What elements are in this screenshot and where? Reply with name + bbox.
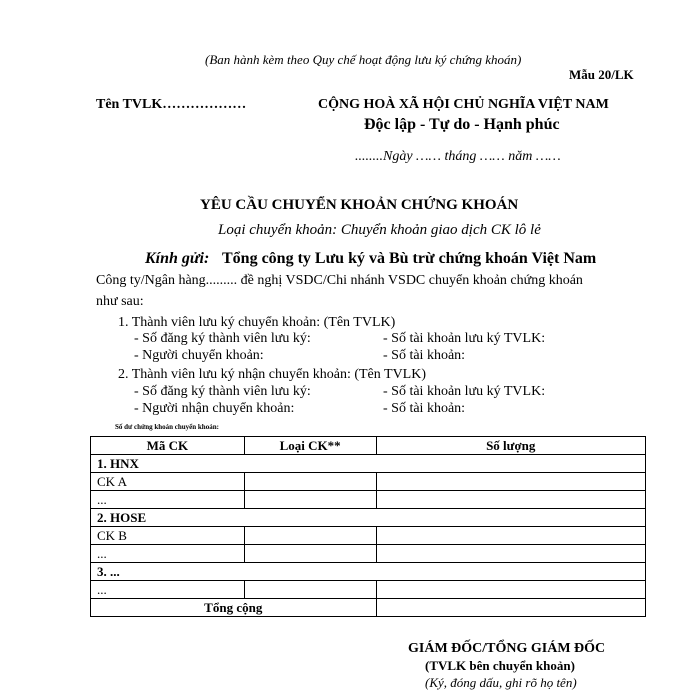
table-row [91, 527, 646, 545]
security-code: CK A [91, 473, 245, 491]
table-total-row [91, 599, 646, 617]
table-row [91, 455, 646, 473]
republic-name: CỘNG HOÀ XÃ HỘI CHỦ NGHĨA VIỆT NAM [318, 97, 609, 112]
group-label: 3. ... [91, 563, 646, 581]
sender-registration: - Số đăng ký thành viên lưu ký: [134, 331, 311, 346]
table-row [91, 473, 646, 491]
table-row [91, 563, 646, 581]
security-type-cell[interactable] [244, 491, 376, 509]
table-caption: Số dư chứng khoán chuyển khoản: [115, 423, 219, 431]
national-motto: Độc lập - Tự do - Hạnh phúc [364, 116, 560, 133]
sender-person: - Người chuyển khoản: [134, 348, 264, 363]
quantity-cell[interactable] [376, 581, 646, 599]
signature-note: (Ký, đóng dấu, ghi rõ họ tên) [425, 675, 577, 690]
issued-with-note: (Ban hành kèm theo Quy chế hoạt động lưu ký chứng khoán) [205, 52, 522, 67]
security-type-cell[interactable] [244, 473, 376, 491]
security-type-cell[interactable] [244, 581, 376, 599]
table-row [91, 491, 646, 509]
receiver-heading: 2. Thành viên lưu ký nhận chuyển khoản: (Tên TVLK) [118, 367, 426, 382]
security-code: ... [91, 545, 245, 563]
date-line: ........Ngày …… tháng …… năm …… [355, 149, 561, 164]
security-code: ... [91, 491, 245, 509]
table-row [91, 509, 646, 527]
security-code: CK B [91, 527, 245, 545]
total-quantity-cell[interactable] [376, 599, 646, 617]
quantity-cell[interactable] [376, 491, 646, 509]
header-type: Loại CK** [244, 437, 376, 455]
quantity-cell[interactable] [376, 473, 646, 491]
security-type-cell[interactable] [244, 545, 376, 563]
signature-subtitle: (TVLK bên chuyển khoản) [425, 658, 575, 673]
receiver-tvlk-account: - Số tài khoản lưu ký TVLK: [383, 384, 546, 399]
sender-account: - Số tài khoản: [383, 348, 466, 363]
transfer-type: Loại chuyển khoản: Chuyển khoản giao dịch CK lô lẻ [218, 222, 541, 238]
total-label: Tổng cộng [91, 599, 377, 617]
quantity-cell[interactable] [376, 527, 646, 545]
intro-line-2: như sau: [96, 294, 144, 309]
group-label: 2. HOSE [91, 509, 646, 527]
quantity-cell[interactable] [376, 545, 646, 563]
signature-title: GIÁM ĐỐC/TỔNG GIÁM ĐỐC [408, 641, 606, 656]
header-quantity: Số lượng [376, 437, 646, 455]
securities-table [90, 436, 646, 617]
sender-tvlk-account: - Số tài khoản lưu ký TVLK: [383, 331, 546, 346]
header-code: Mã CK [91, 437, 245, 455]
recipient-prefix: Kính gửi: [145, 250, 210, 267]
table-row [91, 581, 646, 599]
security-type-cell[interactable] [244, 527, 376, 545]
receiver-registration: - Số đăng ký thành viên lưu ký: [134, 384, 311, 399]
recipient-name: Tổng công ty Lưu ký và Bù trừ chứng khoán Việt Nam [222, 250, 597, 267]
group-label: 1. HNX [91, 455, 646, 473]
table-header-row [91, 437, 646, 455]
intro-line-1: Công ty/Ngân hàng......... đề nghị VSDC/Chi nhánh VSDC chuyển khoản chứng khoán [96, 273, 583, 288]
document-title: YÊU CẦU CHUYỂN KHOẢN CHỨNG KHOÁN [200, 197, 519, 213]
sender-heading: 1. Thành viên lưu ký chuyển khoản: (Tên TVLK) [118, 315, 396, 330]
receiver-person: - Người nhận chuyển khoản: [134, 401, 295, 416]
security-code: ... [91, 581, 245, 599]
tvlk-name: Tên TVLK……………… [96, 97, 247, 112]
receiver-account: - Số tài khoản: [383, 401, 466, 416]
table-row [91, 545, 646, 563]
form-code: Mẫu 20/LK [569, 67, 634, 82]
